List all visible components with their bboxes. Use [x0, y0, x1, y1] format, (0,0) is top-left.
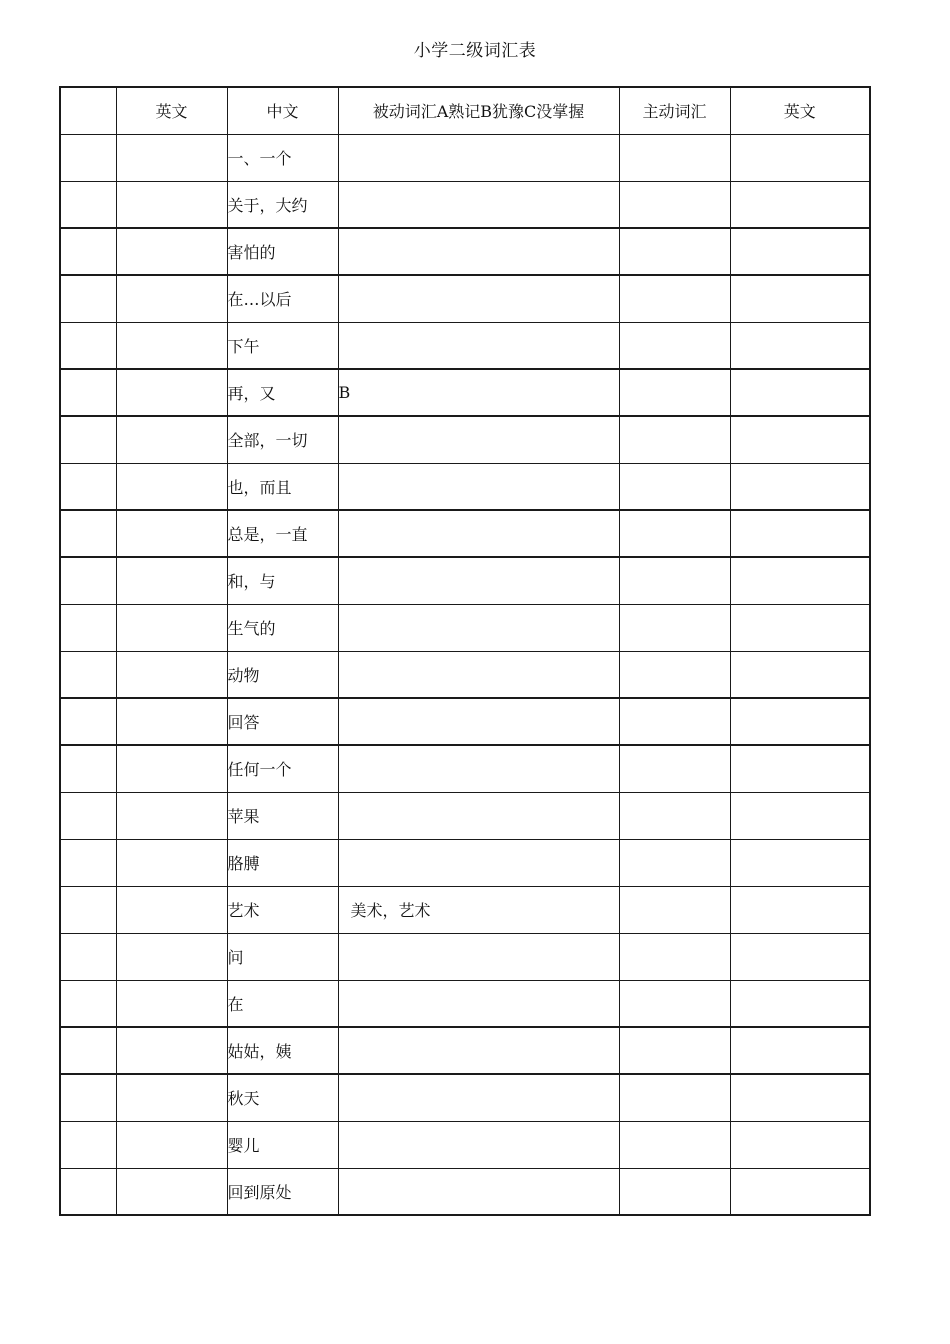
chinese-cell: 一、一个 — [227, 134, 338, 181]
table-row — [60, 886, 870, 933]
index-cell — [60, 933, 116, 980]
index-cell — [60, 651, 116, 698]
chinese-cell: 任何一个 — [227, 745, 338, 792]
table-row — [60, 980, 870, 1027]
english-2-cell — [730, 369, 870, 416]
table-header-row — [60, 87, 870, 134]
table-row — [60, 1121, 870, 1168]
chinese-cell: 苹果 — [227, 792, 338, 839]
english-cell — [116, 1168, 227, 1215]
english-cell — [116, 886, 227, 933]
english-cell — [116, 933, 227, 980]
index-cell — [60, 980, 116, 1027]
table-row — [60, 510, 870, 557]
active-vocab-cell — [619, 463, 730, 510]
index-cell — [60, 1074, 116, 1121]
index-cell — [60, 228, 116, 275]
english-cell — [116, 698, 227, 745]
chinese-cell: 害怕的 — [227, 228, 338, 275]
active-vocab-cell — [619, 604, 730, 651]
index-cell — [60, 134, 116, 181]
passive-vocab-cell — [338, 933, 619, 980]
table-row — [60, 745, 870, 792]
index-cell — [60, 557, 116, 604]
passive-vocab-cell — [338, 416, 619, 463]
active-vocab-cell — [619, 698, 730, 745]
english-cell — [116, 322, 227, 369]
english-cell — [116, 369, 227, 416]
chinese-cell: 动物 — [227, 651, 338, 698]
passive-vocab-cell — [338, 1168, 619, 1215]
index-cell — [60, 745, 116, 792]
active-vocab-cell — [619, 792, 730, 839]
english-cell — [116, 651, 227, 698]
table-row — [60, 228, 870, 275]
active-vocab-cell — [619, 1027, 730, 1074]
passive-vocab-cell — [338, 698, 619, 745]
english-cell — [116, 557, 227, 604]
english-cell — [116, 463, 227, 510]
index-cell — [60, 604, 116, 651]
table-row — [60, 416, 870, 463]
chinese-cell: 秋天 — [227, 1074, 338, 1121]
active-vocab-cell — [619, 651, 730, 698]
header-english-2: 英文 — [730, 87, 870, 134]
table-row — [60, 651, 870, 698]
english-2-cell — [730, 980, 870, 1027]
active-vocab-cell — [619, 416, 730, 463]
english-2-cell — [730, 604, 870, 651]
active-vocab-cell — [619, 1074, 730, 1121]
index-cell — [60, 275, 116, 322]
passive-vocab-cell — [338, 557, 619, 604]
active-vocab-cell — [619, 933, 730, 980]
index-cell — [60, 322, 116, 369]
english-cell — [116, 792, 227, 839]
index-cell — [60, 181, 116, 228]
chinese-cell: 胳膊 — [227, 839, 338, 886]
vocabulary-table — [59, 86, 871, 1216]
english-2-cell — [730, 1027, 870, 1074]
table-row — [60, 604, 870, 651]
chinese-cell: 总是，一直 — [227, 510, 338, 557]
english-cell — [116, 134, 227, 181]
passive-vocab-cell — [338, 275, 619, 322]
table-row — [60, 933, 870, 980]
active-vocab-cell — [619, 134, 730, 181]
table-row — [60, 1168, 870, 1215]
header-passive-vocab: 被动词汇A熟记B犹豫C没掌握 — [338, 87, 619, 134]
english-cell — [116, 1121, 227, 1168]
chinese-cell: 下午 — [227, 322, 338, 369]
page-title: 小学二级词汇表 — [413, 41, 537, 61]
passive-vocab-cell — [338, 1027, 619, 1074]
english-2-cell — [730, 228, 870, 275]
passive-vocab-cell — [338, 1074, 619, 1121]
chinese-cell: 生气的 — [227, 604, 338, 651]
chinese-cell: 和，与 — [227, 557, 338, 604]
english-cell — [116, 604, 227, 651]
english-2-cell — [730, 322, 870, 369]
index-cell — [60, 1027, 116, 1074]
active-vocab-cell — [619, 839, 730, 886]
passive-vocab-cell: 美术，艺术 — [338, 886, 619, 933]
english-2-cell — [730, 886, 870, 933]
index-cell — [60, 792, 116, 839]
active-vocab-cell — [619, 369, 730, 416]
table-row — [60, 557, 870, 604]
header-index — [60, 87, 116, 134]
active-vocab-cell — [619, 980, 730, 1027]
passive-vocab-cell — [338, 463, 619, 510]
index-cell — [60, 416, 116, 463]
english-cell — [116, 1074, 227, 1121]
chinese-cell: 回答 — [227, 698, 338, 745]
table-row — [60, 839, 870, 886]
table-row — [60, 1074, 870, 1121]
active-vocab-cell — [619, 557, 730, 604]
english-2-cell — [730, 1121, 870, 1168]
table-row — [60, 369, 870, 416]
english-cell — [116, 839, 227, 886]
passive-vocab-cell — [338, 228, 619, 275]
active-vocab-cell — [619, 886, 730, 933]
english-cell — [116, 181, 227, 228]
english-2-cell — [730, 933, 870, 980]
index-cell — [60, 1168, 116, 1215]
header-chinese: 中文 — [227, 87, 338, 134]
chinese-cell: 艺术 — [227, 886, 338, 933]
active-vocab-cell — [619, 322, 730, 369]
english-2-cell — [730, 745, 870, 792]
passive-vocab-cell — [338, 792, 619, 839]
chinese-cell: 也，而且 — [227, 463, 338, 510]
index-cell — [60, 463, 116, 510]
chinese-cell: 回到原处 — [227, 1168, 338, 1215]
english-2-cell — [730, 1168, 870, 1215]
table-row — [60, 134, 870, 181]
table-row — [60, 698, 870, 745]
index-cell — [60, 369, 116, 416]
english-cell — [116, 275, 227, 322]
index-cell — [60, 886, 116, 933]
chinese-cell: 再，又 — [227, 369, 338, 416]
table-row — [60, 181, 870, 228]
active-vocab-cell — [619, 275, 730, 322]
english-cell — [116, 745, 227, 792]
passive-vocab-cell — [338, 510, 619, 557]
english-cell — [116, 510, 227, 557]
english-2-cell — [730, 275, 870, 322]
english-2-cell — [730, 839, 870, 886]
active-vocab-cell — [619, 745, 730, 792]
active-vocab-cell — [619, 1121, 730, 1168]
english-2-cell — [730, 134, 870, 181]
chinese-cell: 姑姑，姨 — [227, 1027, 338, 1074]
chinese-cell: 在 — [227, 980, 338, 1027]
table-row — [60, 322, 870, 369]
passive-vocab-cell — [338, 181, 619, 228]
passive-vocab-cell — [338, 322, 619, 369]
active-vocab-cell — [619, 181, 730, 228]
passive-vocab-cell — [338, 1121, 619, 1168]
index-cell — [60, 698, 116, 745]
passive-vocab-cell — [338, 839, 619, 886]
table-row — [60, 792, 870, 839]
passive-vocab-cell — [338, 745, 619, 792]
header-english: 英文 — [116, 87, 227, 134]
passive-vocab-cell: B — [338, 369, 619, 416]
english-cell — [116, 980, 227, 1027]
english-2-cell — [730, 510, 870, 557]
english-2-cell — [730, 698, 870, 745]
index-cell — [60, 839, 116, 886]
passive-vocab-cell — [338, 134, 619, 181]
index-cell — [60, 510, 116, 557]
english-2-cell — [730, 463, 870, 510]
english-2-cell — [730, 181, 870, 228]
english-cell — [116, 416, 227, 463]
english-2-cell — [730, 792, 870, 839]
chinese-cell: 婴儿 — [227, 1121, 338, 1168]
header-active-vocab: 主动词汇 — [619, 87, 730, 134]
english-cell — [116, 228, 227, 275]
table-row — [60, 463, 870, 510]
active-vocab-cell — [619, 228, 730, 275]
chinese-cell: 关于，大约 — [227, 181, 338, 228]
chinese-cell: 问 — [227, 933, 338, 980]
english-cell — [116, 1027, 227, 1074]
table-row — [60, 275, 870, 322]
english-2-cell — [730, 416, 870, 463]
english-2-cell — [730, 557, 870, 604]
english-2-cell — [730, 1074, 870, 1121]
active-vocab-cell — [619, 1168, 730, 1215]
index-cell — [60, 1121, 116, 1168]
passive-vocab-cell — [338, 604, 619, 651]
passive-vocab-cell — [338, 651, 619, 698]
english-2-cell — [730, 651, 870, 698]
passive-vocab-cell — [338, 980, 619, 1027]
active-vocab-cell — [619, 510, 730, 557]
chinese-cell: 全部，一切 — [227, 416, 338, 463]
table-row — [60, 1027, 870, 1074]
chinese-cell: 在…以后 — [227, 275, 338, 322]
